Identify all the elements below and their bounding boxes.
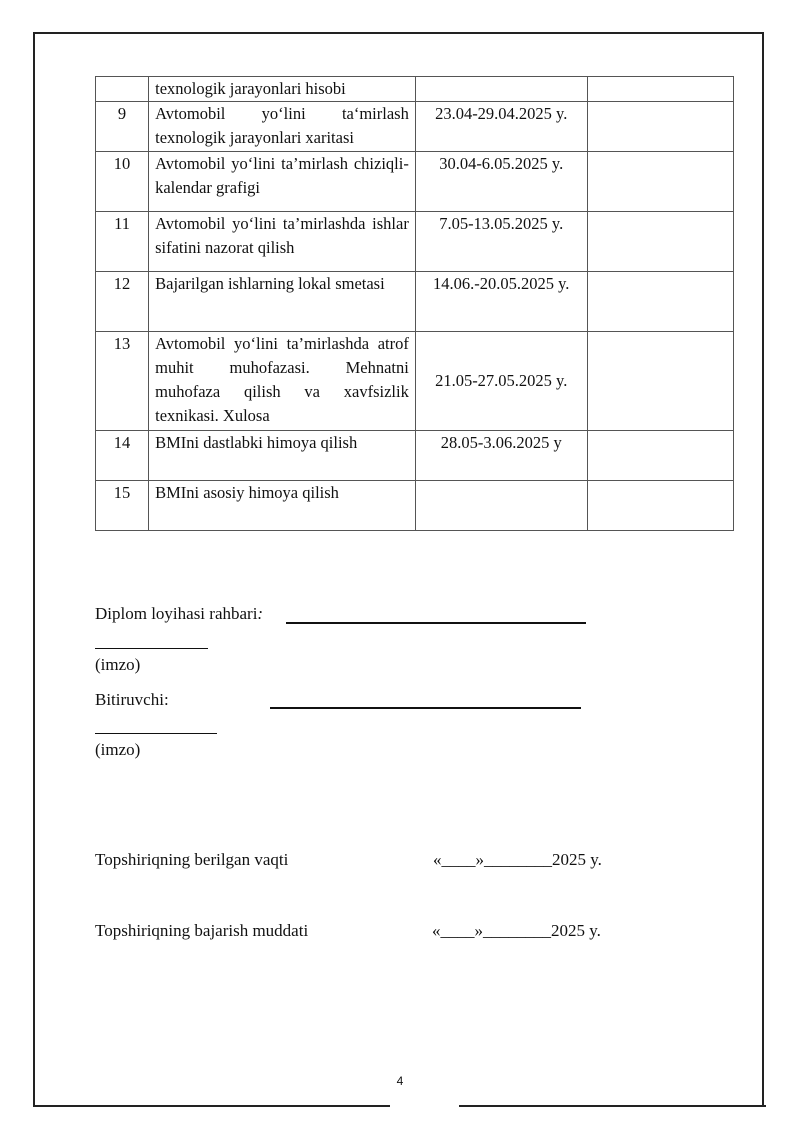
issued-value: «____»________2025 y. [433, 850, 602, 869]
task-name: Bajarilgan ishlarning lokal smetasi [149, 272, 416, 332]
task-date [415, 77, 587, 102]
task-date: 30.04-6.05.2025 y. [415, 152, 587, 212]
table-row [96, 431, 734, 481]
task-note [587, 102, 733, 152]
table-row [96, 77, 734, 102]
task-name: BMIni asosiy himoya qilish [149, 481, 416, 531]
task-note [587, 212, 733, 272]
table-row [96, 481, 734, 531]
task-date: 28.05-3.06.2025 y [415, 431, 587, 481]
task-note [587, 332, 733, 431]
table-row [96, 152, 734, 212]
issued-label: Topshiriqning berilgan vaqti [95, 850, 289, 869]
task-note [587, 152, 733, 212]
graduate-signature-line [270, 707, 581, 709]
task-note [587, 481, 733, 531]
task-note [587, 272, 733, 332]
task-name: Avtomobil yo‘lini ta’mirlashda atrof muhit muhofazasi. Mehnatni muhofaza qilish va xavfsizlik texnikasi. Xulosa [149, 332, 416, 431]
task-name: Avtomobil yo‘lini ta’mirlashda ishlar sifatini nazorat qilish [149, 212, 416, 272]
table-row [96, 332, 734, 431]
row-number: 9 [96, 102, 149, 152]
task-name: Avtomobil yo‘lini ta‘mirlash texnologik jarayonlari xaritasi [149, 102, 416, 152]
graduate-label: Bitiruvchi: [95, 690, 169, 709]
table-row [96, 212, 734, 272]
row-number: 15 [96, 481, 149, 531]
bottom-border-left [33, 1105, 390, 1107]
row-number [96, 77, 149, 102]
supervisor-label: Diplom loyihasi rahbari [95, 604, 258, 623]
row-number: 11 [96, 212, 149, 272]
supervisor-sign-note: (imzo) [95, 655, 141, 674]
table-row [96, 102, 734, 152]
task-date: 23.04-29.04.2025 y. [415, 102, 587, 152]
schedule-table [95, 76, 734, 531]
task-date: 7.05-13.05.2025 y. [415, 212, 587, 272]
task-name: BMIni dastlabki himoya qilish [149, 431, 416, 481]
task-name: texnologik jarayonlari hisobi [149, 77, 416, 102]
task-name: Avtomobil yo‘lini ta’mirlash chiziqli-kalendar grafigi [149, 152, 416, 212]
page-number: 4 [396, 1074, 404, 1088]
row-number: 13 [96, 332, 149, 431]
row-number: 12 [96, 272, 149, 332]
graduate-sign-note: (imzo) [95, 740, 141, 759]
task-note [587, 77, 733, 102]
deadline-label: Topshiriqning bajarish muddati [95, 921, 309, 940]
deadline-value: «____»________2025 y. [432, 921, 601, 940]
supervisor-colon: : [257, 604, 264, 623]
task-date: 14.06.-20.05.2025 y. [415, 272, 587, 332]
task-note [587, 431, 733, 481]
supervisor-short-line [95, 648, 208, 649]
row-number: 14 [96, 431, 149, 481]
bottom-border-right [459, 1105, 766, 1107]
task-date: 21.05-27.05.2025 y. [415, 332, 587, 431]
supervisor-label-group [95, 604, 263, 624]
row-number: 10 [96, 152, 149, 212]
table-row [96, 272, 734, 332]
graduate-short-line [95, 733, 217, 734]
supervisor-signature-line [286, 622, 586, 624]
task-date [415, 481, 587, 531]
